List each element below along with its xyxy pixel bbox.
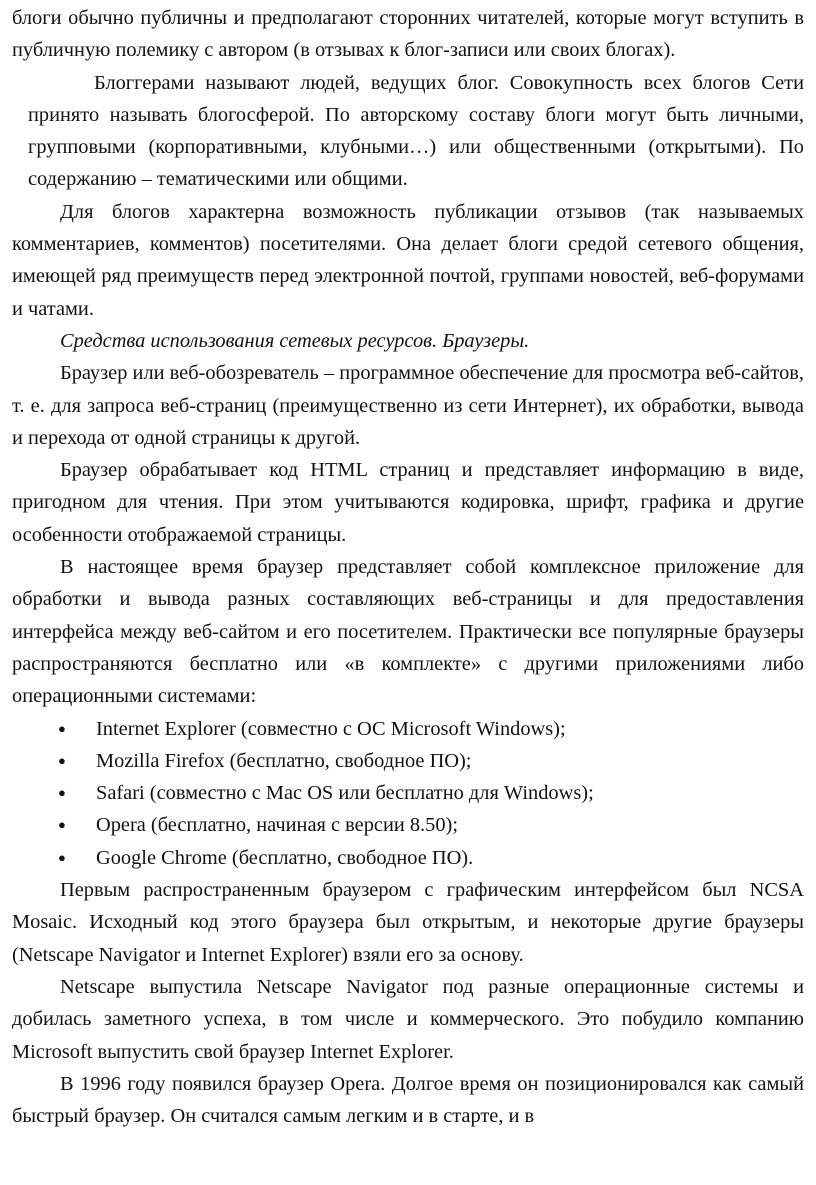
- section-heading-browsers: Средства использования сетевых ресурсов. Браузеры.: [60, 329, 530, 352]
- list-item-text: Internet Explorer (совместно с ОС Microsoft Windows);: [96, 717, 566, 740]
- list-item-text: Mozilla Firefox (бесплатно, свободное ПО);: [96, 749, 472, 772]
- list-item-text: Safari (совместно с Mac OS или бесплатно для Windows);: [96, 782, 594, 805]
- paragraph-browser-modern: В настоящее время браузер представляет собой комплексное приложение для обработки и вывода разных составляющих веб-страницы и для предоставления интерфейса между веб-сайтом и его посетителем. Практически все популярные браузеры распространяются бесплатно или «в комплекте» с другими приложениями либо операционными системами:: [12, 556, 804, 708]
- list-item-text: Opera (бесплатно, начиная с версии 8.50);: [96, 814, 459, 837]
- bullet-icon: ●: [58, 720, 66, 736]
- document-page: [12, 2, 804, 1132]
- list-item: [12, 777, 804, 809]
- bullet-icon: ●: [58, 849, 66, 865]
- paragraph-netscape: Netscape выпустила Netscape Navigator под разные операционные системы и добилась заметного успеха, в том числе и коммерческого. Это побудило компанию Microsoft выпустить свой браузер Internet Explorer.: [12, 975, 804, 1063]
- list-item: [12, 745, 804, 777]
- paragraph-blogs-public: блоги обычно публичны и предполагают сторонних читателей, которые могут вступить в публичную полемику с автором (в отзывах к блог-записи или своих блогах).: [12, 7, 804, 62]
- paragraph-bloggers: Блоггерами называют людей, ведущих блог. Совокупность всех блогов Сети принято называть блогосферой. По авторскому составу блоги могут быть личными, групповыми (корпоративными, клубными…) или общественными (открытыми). По содержанию – тематическими или общими.: [28, 71, 804, 191]
- list-item: [12, 809, 804, 841]
- list-item-text: Google Chrome (бесплатно, свободное ПО).: [96, 846, 474, 869]
- list-item: [12, 842, 804, 874]
- paragraph-ncsa-mosaic: Первым распространенным браузером с графическим интерфейсом был NCSA Mosaic. Исходный код этого браузера был открытым, и некоторые другие браузеры (Netscape Navigator и Internet Explorer) взяли его за основу.: [12, 879, 804, 966]
- bullet-icon: ●: [58, 785, 66, 801]
- paragraph-browser-html: Браузер обрабатывает код HTML страниц и представляет информацию в виде, пригодном для чтения. При этом учитываются кодировка, шрифт, графика и другие особенности отображаемой страницы.: [12, 459, 804, 546]
- list-item: [12, 713, 804, 745]
- bullet-icon: ●: [58, 817, 66, 833]
- paragraph-comments: Для блогов характерна возможность публикации отзывов (так называемых комментариев, комментов) посетителями. Она делает блоги средой сетевого общения, имеющей ряд преимуществ перед электронной почтой, группами новостей, веб-форумами и чатами.: [12, 200, 804, 320]
- browser-list: [12, 713, 804, 874]
- paragraph-browser-definition: Браузер или веб-обозреватель – программное обеспечение для просмотра веб-сайтов, т. е. для запроса веб-страниц (преимущественно из сети Интернет), их обработки, вывода и перехода от одной страницы к другой.: [12, 362, 804, 449]
- paragraph-opera: В 1996 году появился браузер Opera. Долгое время он позиционировался как самый быстрый браузер. Он считался самым легким и в старте, и в: [12, 1072, 804, 1128]
- bullet-icon: ●: [58, 752, 66, 768]
